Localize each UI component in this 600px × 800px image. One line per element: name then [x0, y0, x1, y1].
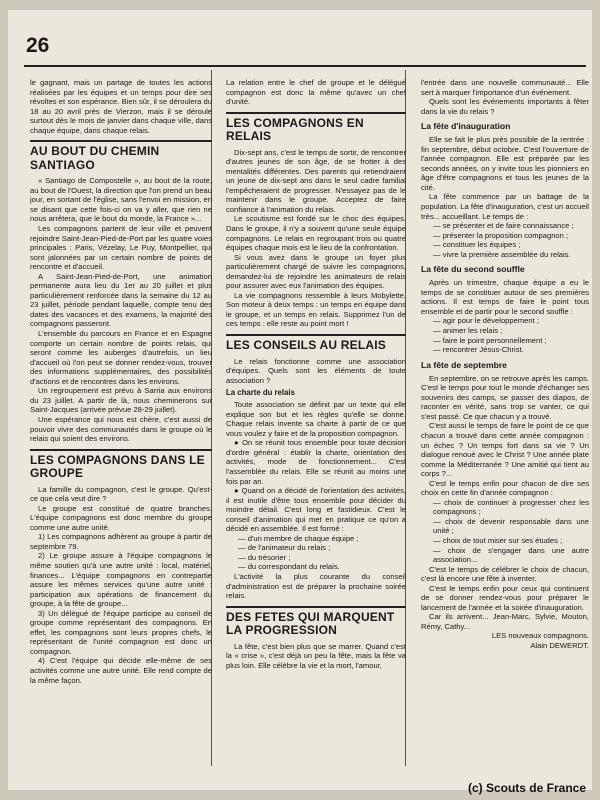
paragraph: L'activité la plus courante du conseil d'administration est de préparer la prochaine soirée relais.	[226, 572, 406, 601]
paragraph: 4) C'est l'équipe qui décide elle-même de ses activités comme une autre unité. Elle rend compte de la même façon.	[30, 656, 212, 685]
list-item: — choix de tout miser sur ses études ;	[433, 535, 563, 545]
section-heading: LES COMPAGNONS EN RELAIS	[226, 112, 406, 144]
list-item: — choix de devenir responsable dans une unité ;	[433, 516, 589, 536]
column-left	[30, 78, 212, 772]
list-item: — de l'animateur du relais ;	[238, 543, 331, 553]
paragraph: La vie compagnons ressemble à leurs Mobylette. Son moteur à deux temps : un temps en équipe dans le groupe, et un temps en relais. Supprimez l'un de ces temps : elle reste au point mort !	[226, 290, 406, 329]
author-signature: Alain DEWERDT.	[530, 640, 589, 650]
paragraph: Quels sont les événements importants à fêter dans la vie du relais ?	[421, 97, 589, 116]
list-item: — choix de continuer à progresser chez les compagnons ;	[433, 497, 589, 517]
list-item: — rencontrer Jésus-Christ.	[433, 345, 524, 355]
paragraph: Dix-sept ans, c'est le temps de sortir, de rencontrer d'autres jeunes de son âge, de se frotter à des mentalités différentes. Des parents qui retiendraient un jeune de dix-sept ans dans le seul cadre familial l'empêcheraient de progresser. N'essayez pas de le maintenir dans le groupe. Acceptez de faire confiance à l'animation du relais.	[226, 147, 406, 214]
paragraph: Car ils arrivent... Jean-Marc, Sylvie, Mouton, Rémy, Cathy...	[421, 612, 589, 631]
paragraph: « Santiago de Compostelle », au bout de la route, au bout de l'Ouest, la direction que l'on prend un beau jour, en sortant de l'église, sans l'envoi en mission, en se disant que cette fois-ci on va y aller, que rien ne nous arrêtera, que le bout du monde, la France »...	[30, 176, 212, 224]
list-item: — choix de s'engager dans une autre association...	[433, 545, 589, 565]
list-item: — présenter la proposition compagnon ;	[433, 230, 569, 240]
paragraph: La relation entre le chef de groupe et le délégué compagnon est donc la même qu'avec un chef d'unité.	[226, 78, 406, 107]
signature-line: LES nouveaux compagnons.	[491, 631, 589, 641]
section-heading: LES CONSEILS AU RELAIS	[226, 334, 406, 353]
paragraph: ● On se réunit tous ensemble pour toute décision d'ordre général : établir la charte, orientation des activités, mode de fonctionnement... C'est l'assemblée du relais. Elle se réunit au moins une fois par an.	[226, 438, 406, 486]
paragraph: A Saint-Jean-Pied-de-Port, une animation permanente aura lieu du 1er au 20 juillet et plus particulièrement renforcée dans la semaine du 12 au 23 juillet, période pendant laquelle, compte tenu des dates des vacances et des examens, la majorité des compagnons passeront.	[30, 271, 212, 329]
column-right	[421, 78, 589, 772]
paragraph: 3) Un délégué de l'équipe participe au conseil de groupe comme représentant des compagnons. En effet, les compagnons sont leurs propres chefs, le représentant de l'unité compagnon est donc un compagnon.	[30, 608, 212, 656]
paragraph: Elle se fait le plus près possible de la rentrée : fin septembre, début octobre. C'est l'ouverture de l'année compagnon. Elle est préparée par les seconds années, on y invite tous les pionniers en âge d'être compagnons et tous les jeunes de la cité.	[421, 135, 589, 192]
paragraph: C'est le temps enfin pour chacun de dire ses choix en cette fin d'année compagnon :	[421, 478, 589, 498]
paragraph: Si vous avez dans le groupe un foyer plus particulièrement chargé de suivre les compagnons, demandez-lui de rejoindre les animateurs de relais pour assurer avec eux l'animation des équipes.	[226, 252, 406, 291]
list-item: — du correspondant du relais.	[238, 562, 340, 572]
paragraph: Le relais fonctionne comme une association d'équipes. Quels sont les éléments de toute association ?	[226, 356, 406, 385]
list-item: — vivre la première assemblée du relais.	[433, 249, 571, 259]
section-heading: AU BOUT DU CHEMIN SANTIAGO	[30, 140, 212, 172]
list-item: — constituer les équipes ;	[433, 240, 521, 250]
page-number: 26	[26, 34, 50, 57]
section-heading: LES COMPAGNONS DANS LE GROUPE	[30, 449, 212, 481]
magazine-page	[8, 10, 592, 790]
subheading: La charte du relais	[226, 388, 295, 398]
paragraph: ● Quand on a décidé de l'orientation des activités, il est inutile d'être tous ensemble pour décider du moindre détail. C'est long et fastidieux. C'est le conseil d'animation qui met en pratique ce qu'on a décidé en assemblée. Il est formé :	[226, 486, 406, 534]
paragraph: C'est le temps de célébrer le choix de chacun, c'est là encore une fête à inventer.	[421, 564, 589, 584]
list-item: — du trésorier ;	[238, 552, 291, 562]
subheading: La fête du second souffle	[421, 264, 525, 275]
paragraph: C'est le temps enfin pour ceux qui continuent de se donner rendez-vous pour préparer le lancement de l'année et la soirée d'inauguration.	[421, 583, 589, 612]
header-rule	[24, 65, 586, 67]
paragraph: Les compagnons partent de leur ville et peuvent rejoindre Saint-Jean-Pied-de-Port par les quatre voies principales : Paris, Vézelay, Le Puy, Montpellier, qui sont jalonnées par un certain nombre de points de rencontre et d'accueil.	[30, 224, 212, 272]
section-heading: DES FETES QUI MARQUENT LA PROGRESSION	[226, 606, 406, 638]
paragraph: le gagnant, mais un partage de toutes les actions réalisées par les équipes et un temps pour dire ses révoltes et son espérance. Bien sûr, il se déroulera du 18 au 20 avril près de Vierzon, mais il se déroule surtout dès le mois de janvier dans chaque ville, dans chaque équipe, dans chaque relais.	[30, 78, 212, 135]
paragraph: 1) Les compagnons adhèrent au groupe à partir de septembre 79.	[30, 532, 212, 551]
paragraph: Un regroupement est prévu à Sarria aux environs du 23 juillet. A partir de là, nous cheminerons sur Saint-Jacques (arrivée prévue 28-29 juillet).	[30, 386, 212, 415]
paragraph: l'entrée dans une nouvelle communauté... Elle sert à marquer l'importance d'un événement.	[421, 78, 589, 97]
subheading: La fête d'inauguration	[421, 121, 511, 132]
subheading: La fête de septembre	[421, 359, 507, 370]
paragraph: Le groupe est constitué de quatre branches. L'équipe compagnons est donc membre du groupe comme une autre unité.	[30, 503, 212, 532]
list-item: — se présenter et de faire connaissance ;	[433, 221, 574, 231]
paragraph: En septembre, on se retrouve après les camps. C'est le temps pour tout le monde d'échanger ses souvenirs des camps, se passer des diapos, de raconter en vérité, sans trop se vanter, ce qui s'est passé. Ce que chacun y a trouvé.	[421, 373, 589, 421]
paragraph: C'est aussi le temps de faire le point de ce que chacun a trouvé dans cette année compagnon : un échec ? Un temps fort dans sa vie ? Un dialogue renoué avec le Christ ? Une année plate comme la Méditerranée ? Une amitié qui tient au corps ?...	[421, 421, 589, 479]
copyright-credit: (c) Scouts de France	[467, 781, 586, 795]
paragraph: Une espérance qui nous est chère, c'est aussi de pouvoir vivre des communautés dans le groupe où le relais qui soient des environs.	[30, 414, 212, 444]
list-item: — animer les relais ;	[433, 326, 503, 336]
list-item: — faire le point personnellement ;	[433, 335, 547, 345]
paragraph: Toute association se définit par un texte qui elle explique son but et les règles qu'elle se donne. Chaque relais invente sa charte à partir de ce que vous voulez y faire et de la proposition compagnon.	[226, 400, 406, 438]
paragraph: L'ensemble du parcours en France et en Espagne comporte un certain nombre de points relais, qui seront comme les auberges d'autrefois, un lieu d'accueil où l'on peut se donner rendez-vous, trouver des informations supplémentaires, des possibilités d'actions et de rencontres dans les environs.	[30, 329, 212, 386]
paragraph: 2) Le groupe assure à l'équipe compagnons le même soutien qu'à une autre unité : local, matériel, finances... L'équipe compagnons en contrepartie assure les mêmes services qu'une autre unité : participation aux opérations de financement du groupe, à la fête de groupe...	[30, 551, 212, 609]
column-middle	[226, 78, 406, 772]
paragraph: La fête, c'est bien plus que se marrer. Quand c'est la « crise », c'est déjà un peu la fête, mais la fête va plus loin. Elle célèbre la vie et la mort, l'amour,	[226, 641, 406, 670]
paragraph: Après un trimestre, chaque équipe a eu le temps de se constituer autour de ses premières actions. Il est temps de faire le point tous ensemble et de partir pour le second souffle :	[421, 278, 589, 316]
list-item: — agir pour le développement ;	[433, 316, 539, 326]
paragraph: Le scoutisme est fondé sur le choc des équipes. Dans le groupe, il n'y a souvent qu'une seule équipe compagnons. Le relais en regroupant trois ou quatre équipes chaque mois est le lieu de la confrontation.	[226, 214, 406, 253]
paragraph: La fête commence par un battage de la population. La fête d'inauguration, c'est un accueil très... accueillant. Le temps de :	[421, 192, 589, 221]
paragraph: La famille du compagnon, c'est le groupe. Qu'est-ce que cela veut dire ?	[30, 484, 212, 504]
list-item: — d'un membre de chaque équipe ;	[238, 533, 359, 543]
